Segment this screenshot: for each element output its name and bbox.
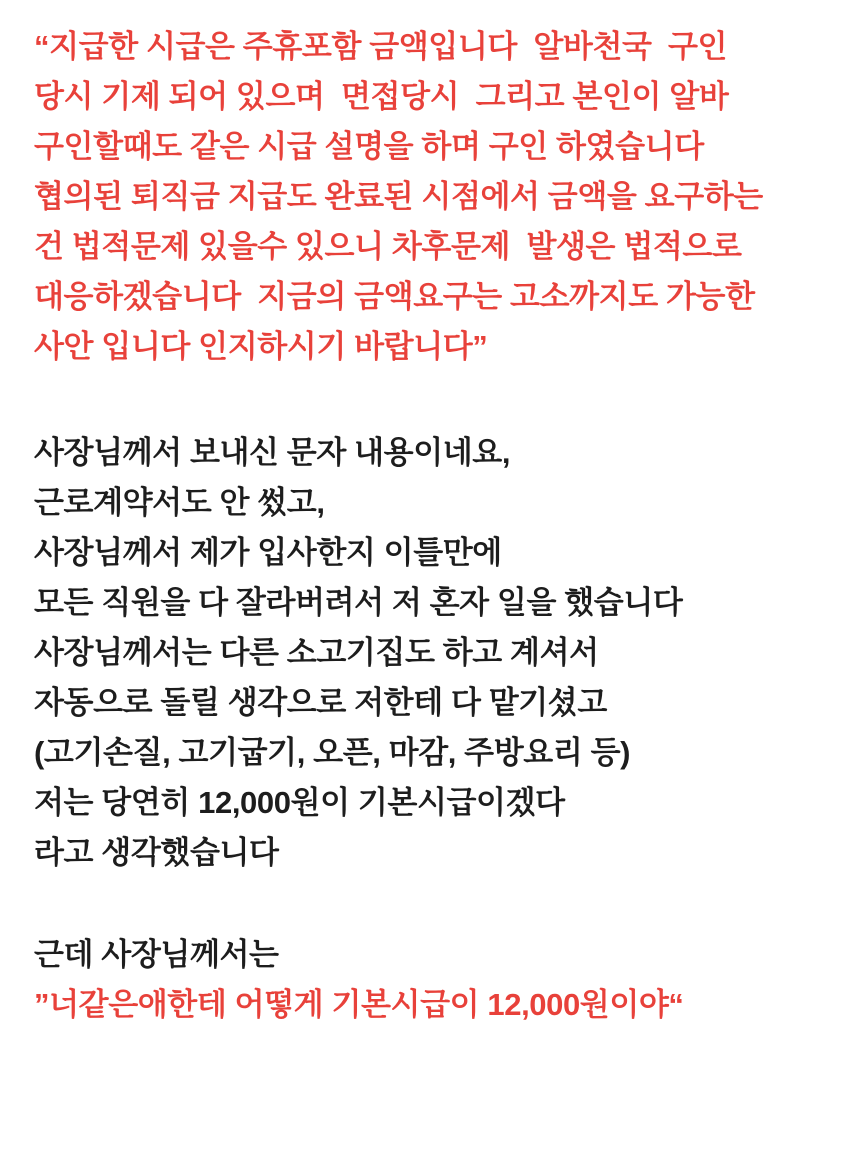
- narration-line: 사장님께서 보내신 문자 내용이네요,: [34, 435, 511, 470]
- quote-line: 협의된 퇴직금 지급도 완료된 시점에서 금액을 요구하는: [34, 179, 763, 214]
- quote-line: 사안 입니다 인지하시기 바랍니다”: [34, 329, 488, 364]
- quote-line: 건 법적문제 있을수 있으니 차후문제 발생은 법적으로: [34, 229, 742, 264]
- narration-line: 라고 생각했습니다: [34, 835, 279, 870]
- narration-line: 모든 직원을 다 잘라버려서 저 혼자 일을 했습니다: [34, 585, 683, 620]
- narration-line: 근로계약서도 안 썼고,: [34, 485, 325, 520]
- quote-line: “지급한 시급은 주휴포함 금액입니다 알바천국 구인: [34, 29, 728, 64]
- employer-quote-block: [34, 22, 816, 372]
- narration-line: 저는 당연히 12,000원이 기본시급이겠다: [34, 785, 565, 820]
- quote-line: 대응하겠습니다 지금의 금액요구는 고소까지도 가능한: [34, 279, 755, 314]
- narration-line: (고기손질, 고기굽기, 오픈, 마감, 주방요리 등): [34, 735, 631, 770]
- narration-block: [34, 428, 816, 878]
- employer-quote-2-block: [34, 980, 816, 1030]
- narration-line: 사장님께서 제가 입사한지 이틀만에: [34, 535, 502, 570]
- narration-line: 자동으로 돌릴 생각으로 저한테 다 맡기셨고: [34, 685, 607, 720]
- followup-line: 근데 사장님께서는: [34, 937, 279, 972]
- quote-line: 당시 기제 되어 있으며 면접당시 그리고 본인이 알바: [34, 79, 729, 114]
- quote-line: 구인할때도 같은 시급 설명을 하며 구인 하였습니다: [34, 129, 704, 164]
- spacer: [34, 372, 816, 428]
- quote2-line: ”너같은애한테 어떻게 기본시급이 12,000원이야“: [34, 987, 684, 1022]
- narration-line: 사장님께서는 다른 소고기집도 하고 계셔서: [34, 635, 599, 670]
- spacer: [34, 878, 816, 930]
- followup-block: [34, 930, 816, 980]
